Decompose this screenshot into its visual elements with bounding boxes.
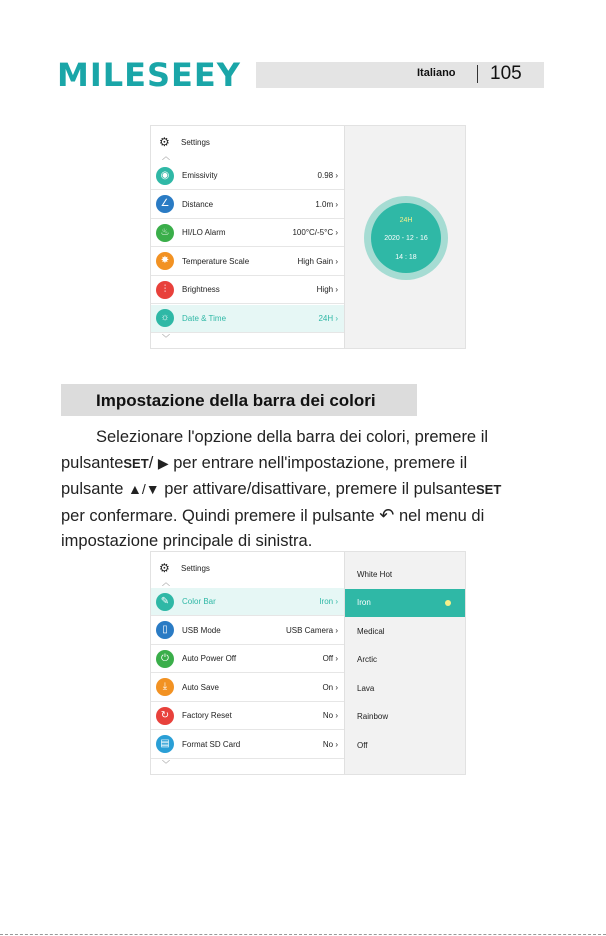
- menu-row-distance[interactable]: [151, 191, 344, 219]
- date-time-icon: ☼: [156, 309, 174, 327]
- menu-row-value: No ›: [322, 739, 338, 749]
- settings-header-2: [159, 560, 210, 576]
- menu-row-format-sd-card[interactable]: [151, 731, 344, 759]
- clock-mode: 24H: [399, 217, 413, 224]
- menu-row-date-time[interactable]: [151, 305, 344, 333]
- menu-row-auto-save[interactable]: [151, 674, 344, 702]
- play-icon: ▶: [157, 455, 169, 471]
- brightness-icon: ⫶: [156, 281, 174, 299]
- menu-row-value: High ›: [316, 285, 338, 294]
- menu-row-value: Off ›: [322, 654, 338, 663]
- menu-row-value: 100°C/-5°C ›: [292, 228, 338, 237]
- temperature-icon: ✸: [156, 252, 174, 270]
- color-option-label: White Hot: [357, 569, 393, 579]
- power-icon: ⏻: [156, 650, 174, 668]
- chevron-up-icon[interactable]: ︿: [162, 152, 170, 161]
- menu-row-value: 0.98 ›: [317, 171, 338, 180]
- menu-row-value: USB Camera ›: [285, 625, 338, 635]
- color-option-label: Medical: [357, 626, 385, 636]
- color-option-white-hot[interactable]: [345, 560, 465, 588]
- color-option-label: Rainbow: [357, 712, 389, 721]
- settings-screen-color-bar: [150, 551, 466, 775]
- menu-row-color-bar[interactable]: [151, 588, 344, 616]
- paragraph-line-5: impostazione principale di sinistra.: [61, 532, 313, 550]
- reset-icon: ↻: [156, 707, 174, 725]
- menu-row-label: Format SD Card: [182, 739, 241, 749]
- set-key-label-2: SET: [476, 482, 502, 497]
- color-option-label: Lava: [357, 683, 375, 693]
- color-option-medical[interactable]: [345, 617, 465, 645]
- menu-row-usb-mode[interactable]: [151, 617, 344, 645]
- alarm-icon: ♨: [156, 224, 174, 242]
- menu-row-label: Auto Power Off: [182, 654, 237, 663]
- menu-row-label: Temperature Scale: [182, 256, 250, 266]
- distance-icon: ∠: [156, 195, 174, 213]
- save-icon: ⤓: [156, 678, 174, 696]
- menu-row-value: On ›: [322, 682, 338, 692]
- menu-row-label: Factory Reset: [182, 711, 232, 720]
- clock-time: 14 : 18: [395, 254, 417, 261]
- paragraph-line-4: per confermare. Quindi premere il pulsante ↶ nel menu di: [61, 505, 485, 525]
- selected-indicator-dot: [445, 600, 451, 606]
- menu-row-value: High Gain ›: [297, 256, 338, 266]
- color-option-label: Off: [357, 740, 368, 750]
- paragraph-line-3: pulsante ▲/▼ per attivare/disattivare, premere il pulsanteSET: [61, 480, 502, 498]
- menu-row-label: Distance: [182, 199, 214, 209]
- color-option-lava[interactable]: [345, 674, 465, 702]
- back-arrow-icon: ↶: [379, 505, 395, 525]
- page-number: 105: [490, 63, 522, 84]
- menu-row-label: HI/LO Alarm: [182, 228, 226, 237]
- color-option-label: Arctic: [357, 655, 377, 664]
- color-bar-icon: ✎: [156, 593, 174, 611]
- menu-row-emissivity[interactable]: [151, 162, 344, 190]
- settings-menu-2: [151, 552, 344, 774]
- clock-date: 2020 - 12 - 16: [384, 235, 428, 242]
- settings-screen-date-time: [150, 125, 466, 349]
- menu-row-hi-lo-alarm[interactable]: [151, 219, 344, 247]
- up-down-arrows-icon: ▲/▼: [127, 481, 160, 497]
- paragraph-line-2: pulsanteSET/ ▶ per entrare nell'impostazione, premere il: [61, 454, 468, 472]
- menu-row-value: No ›: [322, 711, 338, 720]
- color-option-iron[interactable]: [345, 589, 465, 617]
- menu-row-value: 1.0m ›: [315, 199, 338, 209]
- color-option-rainbow[interactable]: [345, 703, 465, 731]
- menu-row-label: USB Mode: [182, 625, 221, 635]
- section-title: Impostazione della barra dei colori: [96, 391, 376, 410]
- clock-face[interactable]: [371, 203, 441, 273]
- settings-header: [159, 134, 210, 150]
- menu-row-label: Date & Time: [182, 313, 227, 323]
- menu-row-label: Brightness: [182, 285, 220, 294]
- set-key-label: SET: [123, 456, 149, 471]
- header-separator: [477, 65, 478, 83]
- color-option-off[interactable]: [345, 731, 465, 759]
- settings-menu: [151, 126, 344, 348]
- usb-icon: ▯: [156, 621, 174, 639]
- date-time-panel: [344, 126, 465, 348]
- settings-title: Settings: [181, 137, 210, 147]
- page-edge: [0, 934, 606, 935]
- gear-icon: ⚙: [159, 561, 170, 575]
- gear-icon: ⚙: [159, 135, 170, 149]
- brand-logo: MILESEEY: [57, 56, 241, 94]
- menu-row-brightness[interactable]: [151, 276, 344, 304]
- menu-row-label: Auto Save: [182, 682, 219, 692]
- paragraph-line-1: Selezionare l'opzione della barra dei colori, premere il: [96, 428, 489, 446]
- chevron-up-icon[interactable]: ︿: [162, 578, 170, 587]
- color-option-label: Iron: [357, 598, 371, 607]
- emissivity-icon: ◉: [156, 167, 174, 185]
- color-option-arctic[interactable]: [345, 646, 465, 674]
- menu-row-value: 24H ›: [318, 313, 338, 323]
- settings-title-2: Settings: [181, 563, 210, 573]
- language-label: Italiano: [417, 67, 456, 79]
- color-bar-options-panel: [344, 552, 465, 774]
- menu-row-auto-power-off[interactable]: [151, 645, 344, 673]
- menu-row-factory-reset[interactable]: [151, 702, 344, 730]
- menu-row-label: Color Bar: [182, 597, 216, 606]
- menu-row-label: Emissivity: [182, 171, 218, 180]
- chevron-down-icon[interactable]: ﹀: [162, 760, 170, 769]
- menu-row-value: Iron ›: [319, 597, 338, 606]
- sd-card-icon: ▤: [156, 735, 174, 753]
- chevron-down-icon[interactable]: ﹀: [162, 334, 170, 343]
- clock-ring: [364, 196, 448, 280]
- menu-row-temperature-scale[interactable]: [151, 248, 344, 276]
